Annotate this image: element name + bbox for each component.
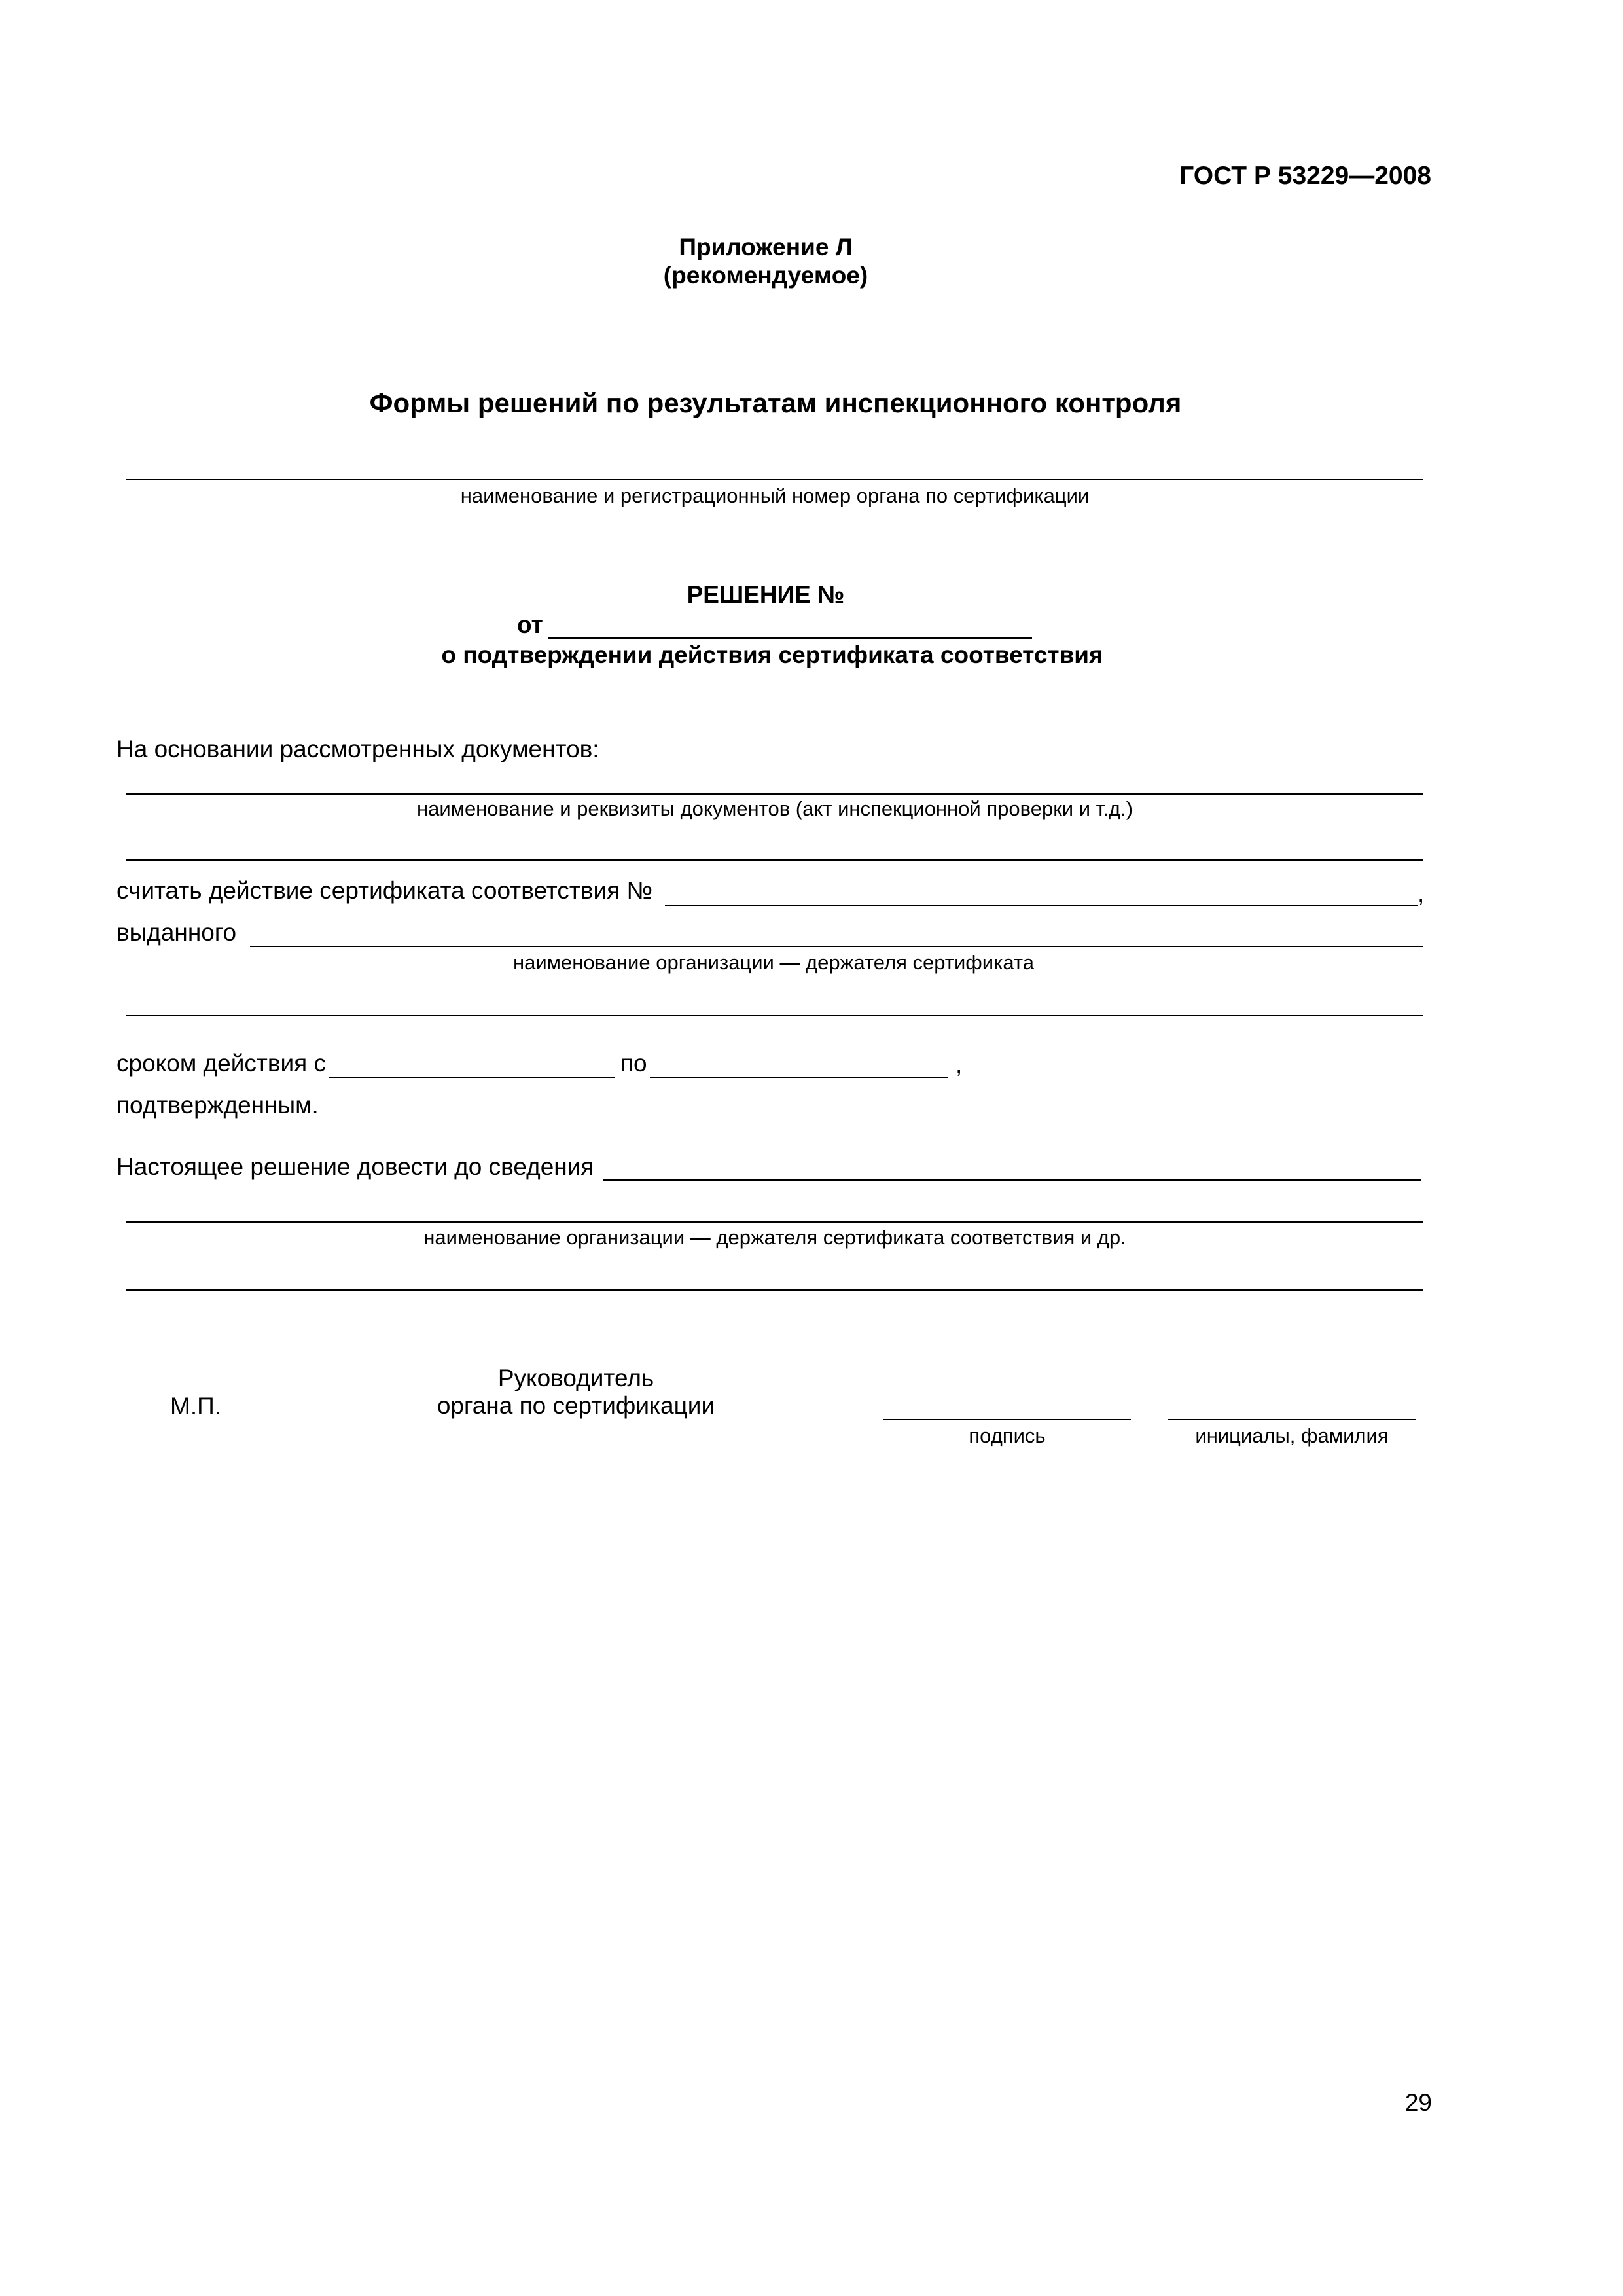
certificate-comma: ,	[1418, 880, 1425, 907]
documents-caption: наименование и реквизиты документов (акт инспекционной проверки и т.д.)	[416, 797, 1133, 820]
signature-line	[883, 1419, 1131, 1420]
validity-to-line	[650, 1077, 948, 1078]
decision-label: РЕШЕНИЕ №	[687, 581, 845, 608]
validity-comma: ,	[955, 1051, 963, 1078]
name-caption: инициалы, фамилия	[1195, 1424, 1389, 1447]
decision-date-line	[548, 637, 1032, 639]
validity-from-label: сроком действия с	[116, 1050, 326, 1077]
holder-caption: наименование организации — держателя сертификата	[512, 951, 1035, 974]
notify-second-line	[126, 1289, 1423, 1291]
head-title-line1: Руководитель	[497, 1365, 654, 1391]
validity-to-label: по	[620, 1050, 647, 1077]
validity-from-line	[329, 1077, 615, 1078]
issued-line	[250, 946, 1423, 947]
page-number: 29	[1404, 2089, 1432, 2116]
documents-extra-line	[126, 859, 1423, 861]
standard-code: ГОСТ Р 53229—2008	[1179, 162, 1431, 190]
notify-text: Настоящее решение довести до сведения	[116, 1153, 594, 1180]
notify-line	[603, 1179, 1421, 1181]
org-name-caption: наименование и регистрационный номер органа по сертификации	[460, 484, 1090, 507]
basis-text: На основании рассмотренных документов:	[116, 736, 599, 762]
name-line	[1168, 1419, 1416, 1420]
decision-subject: о подтверждении действия сертификата соответствия	[441, 641, 1103, 668]
issued-label: выданного	[116, 919, 237, 946]
confirmed-text: подтвержденным.	[116, 1092, 319, 1119]
consider-text: считать действие сертификата соответствия №	[116, 877, 653, 904]
certificate-number-line	[665, 905, 1418, 906]
head-title-line2: органа по сертификации	[437, 1392, 715, 1419]
notify-caption: наименование организации — держателя сертификата соответствия и др.	[423, 1226, 1126, 1249]
stamp-label: М.П.	[170, 1393, 221, 1420]
signature-caption: подпись	[969, 1424, 1046, 1447]
org-name-line	[126, 479, 1423, 480]
appendix-title: Приложение Л	[679, 234, 853, 260]
decision-from-label: от	[517, 611, 543, 638]
documents-line	[126, 793, 1423, 795]
holder-extra-line	[126, 1015, 1423, 1016]
notify-extra-line	[126, 1221, 1423, 1223]
document-title: Формы решений по результатам инспекционного контроля	[369, 387, 1182, 418]
appendix-status: (рекомендуемое)	[663, 262, 868, 289]
